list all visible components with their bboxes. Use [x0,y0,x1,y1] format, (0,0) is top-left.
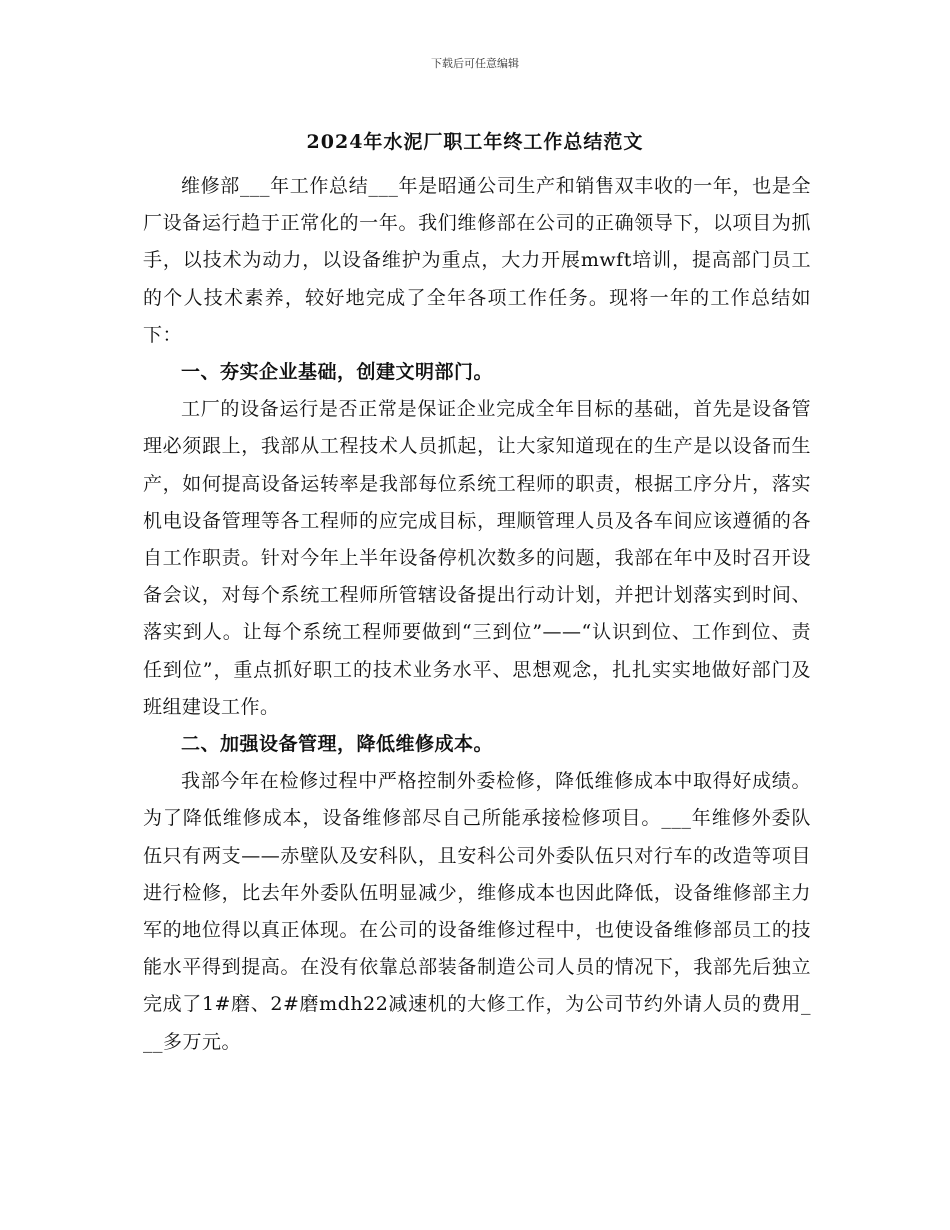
section-1-paragraph: 工厂的设备运行是否正常是保证企业完成全年目标的基础，首先是设备管理必须跟上，我部从工程技术人员抓起，让大家知道现在的生产是以设备而生产，如何提高设备运转率是我部每位系统工程师的职责，根据工序分片，落实机电设备管理等各工程师的应完成目标，理顺管理人员及各车间应该遵循的各自工作职责。针对今年上半年设备停机次数多的问题，我部在年中及时召开设备会议，对每个系统工程师所管辖设备提出行动计划，并把计划落实到时间、落实到人。让每个系统工程师要做到“三到位”——“认识到位、工作到位、责任到位”，重点抓好职工的技术业务水平、思想观念，扎扎实实地做好部门及班组建设工作。 [143,398,811,718]
header-note: 下载后可任意编辑 [431,57,519,70]
intro-paragraph: 维修部___年工作总结___年是昭通公司生产和销售双丰收的一年，也是全厂设备运行趋于正常化的一年。我们维修部在公司的正确领导下，以项目为抓手，以技术为动力，以设备维护为重点，大力开展mwft培训，提高部门员工的个人技术素养，较好地完成了全年各项工作任务。现将一年的工作总结如下： [143,175,811,346]
section-heading-1: 一、夯实企业基础，创建文明部门。 [181,361,494,384]
section-2-paragraph: 我部今年在检修过程中严格控制外委检修，降低维修成本中取得好成绩。为了降低维修成本，设备维修部尽自己所能承接检修项目。___年维修外委队伍只有两支——赤壁队及安科队，且安科公司外委队伍只对行车的改造等项目进行检修，比去年外委队伍明显减少，维修成本也因此降低，设备维修部主力军的地位得以真正体现。在公司的设备维修过程中，也使设备维修部员工的技能水平得到提高。在没有依靠总部装备制造公司人员的情况下，我部先后独立完成了1#磨、2#磨mdh22减速机的大修工作，为公司节约外请人员的费用___多万元。 [143,770,811,1053]
section-heading-2: 二、加强设备管理，降低维修成本。 [181,733,494,756]
document-title: 2024年水泥厂职工年终工作总结范文 [306,131,644,153]
document-body [143,168,811,1061]
